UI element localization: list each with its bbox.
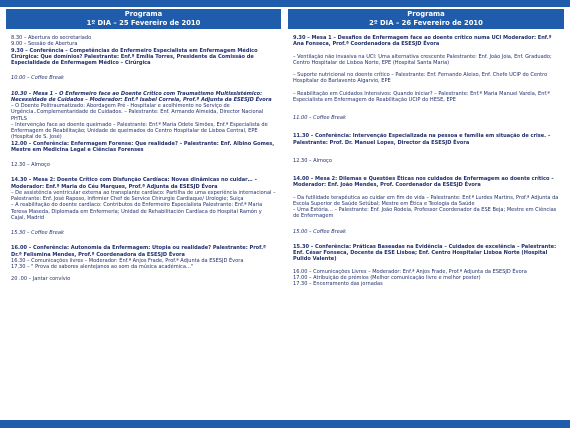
schedule-item: 11.00 – Coffee Break	[293, 115, 346, 122]
schedule-item: – Da futilidade terapêutica ao cuidar em fim de vida – Palestrante: Enf.ª Lurdes Martins, Prof.ª Adjunta da Escola Superior de Saúde Setúbal; Mestre em Ética e Teologia da Saúde	[293, 194, 559, 207]
schedule-item: 11.30 – Conferência: Intervenção Especializada na pessoa e família em situação de crise. – Palestrante: Prof. Dr. Manuel Lopes, Director da ESESJD Évora	[293, 133, 551, 146]
schedule-item: 17.30 – Encerramento das jornadas	[293, 281, 383, 288]
day-1-date: 1º DIA – 25 Fevereiro de 2010	[86, 18, 201, 27]
schedule-item: – Suporte nutricional no doente crítico – Palestrante: Enf. Fernando Aleixo, Enf. Chefe UCIP do Centro Hospitalar do Barlavento Algarvio, EPE	[293, 72, 548, 85]
schedule-item: 16.00 – Comunicações Livres – Moderador: Enf.ª Anjos Frade, Prof.ª Adjunta da ESESJD Évora	[293, 268, 527, 275]
schedule-item: 12.30 – Almoço	[293, 157, 332, 164]
schedule-item: – De assistência ventricular externa ao transplante cardíaco: Partilha de uma experiência internacional – Palestrante: Enf. José Raposo, Infirmier Chef de Service Chirurgie Cardiaque/ Urologie; Suiça	[11, 189, 276, 203]
schedule-item: – O Doente Politraumatizado: Abordagem Pré - Hospitalar e acolhimento no Serviço de Urgência..Complementaridade de Cuidados. – Palestrante: Enf. Armando Almeida, Director Nacional PHTLS	[11, 103, 264, 122]
day-1-schedule	[6, 29, 281, 283]
day-2-header	[288, 9, 564, 29]
day-1-column	[6, 9, 281, 283]
schedule-item: – Ventilação não invasiva na UCI: Uma alternativa crescente Palestrante: Enf. João Joia, Enf. Graduado; Centro Hospitalar de Lisboa Norte, EPE (Hospital Santa Maria)	[293, 53, 552, 66]
schedule-item: 15.30 – Coffee Break	[11, 230, 64, 237]
schedule-item: – Intervenção face ao doente queimado – Palestrante: Enf.ª Maria Odete Simões, Enf.ª Especialista de Enfermagem de Reabilitação; Unidade de queimados do Centro Hospitalar de Lisboa Central, EPE (Hospital de S. José)	[11, 121, 268, 141]
schedule-item: 12.00 – Conferência: Enfermagem Forense: Que realidade? – Palestrante: Enf. Albino Gomes, Mestre em Medicina Legal e Ciências Forenses	[11, 140, 275, 153]
schedule-item: 9.30 – Conferência – Competências do Enfermeiro Especialista em Enfermagem Médico Cirúrgica: Que domínios? Palestrante: Enf.ª Emília Torres, Presidente da Comissão de Especialidade de Enfermagem Médico – Cirúrgica	[11, 47, 258, 67]
schedule-item: 16.00 – Conferência: Autonomia da Enfermagem: Utopia ou realidade? Palestrante: Prof.ª Dr.ª Felismina Mendes, Prof.ª Coordenadora da ESESJD Évora	[11, 245, 266, 258]
schedule-item: 10.00 – Coffee Break	[11, 75, 64, 82]
day-2-date: 2º DIA – 26 Fevereiro de 2010	[369, 18, 483, 27]
schedule-item: – A reabilitação do doente cardíaco: Contributos do Enfermeiro Especialista Palestrante: Enf.ª Maria Teresa Maseda, Diplomada em Enfermeria; Unidad de Rehabilitación Cardíaca do Hospital Ramón y Cajal, Madrid	[11, 202, 263, 221]
day-2-column	[288, 9, 564, 287]
day-1-header	[6, 9, 281, 29]
schedule-item: – Reabilitação em Cuidados Intensivos: Quando iniciar? – Palestrante: Enf.ª Maria Manuel Varela, Enf.ª Especialista em Enfermagem de Reabilitação UCIP do HESE, EPE	[293, 90, 550, 103]
schedule-item: 15.30 – Conferência: Práticas Baseadas na Evidência – Cuidados de excelência – Palestrante: Enf. César Fonseca, Docente da ESE Lisboa; Enf. Centro Hospitalar Lisboa Norte (Hospital Pulido Valente)	[293, 243, 557, 263]
top-accent-bar	[0, 0, 570, 7]
schedule-item: 14.00 – Mesa 2: Dilemas e Questões Éticas nos cuidados de Enfermagem ao doente crítico – Moderador: Enf. João Mendes, Prof. Coordenador da ESESJD Évora	[293, 176, 554, 189]
schedule-item: 17.30 – " Prova de sabores alentejanos ao som da música académica…"	[11, 264, 194, 271]
day-2-program-title: Programa	[407, 10, 445, 18]
bottom-accent-bar	[0, 420, 570, 428]
day-1-program-title: Programa	[124, 10, 163, 18]
schedule-item: 16.30 – Comunicações livres – Moderador: Enf.ª Anjos Frade, Prof.ª Adjunta da ESESJD Évora	[11, 257, 244, 264]
schedule-item: 8.30 – Abertura do secretariado	[11, 35, 92, 42]
schedule-item: 20 .00 – Jantar convívio	[11, 276, 71, 283]
schedule-item: 15.00 – Coffee Break	[293, 228, 346, 235]
schedule-item: 10.30 – Mesa 1 – O Enfermeiro face ao Doente Crítico com Traumatismo Multissistémico: Necessidade de Cuidados – Moderador: Enf.ª Isabel Correia, Prof.ª Adjunta da ESESJD Évora	[11, 90, 272, 103]
schedule-item: 14.30 – Mesa 2: Doente Crítico com Disfunção Cardíaca: Novas dinâmicas no cuidar… – Moderador: Enf.ª Maria do Céu Marques, Prof.ª Adjunta da ESESJD Évora	[11, 177, 257, 190]
schedule-item: – Uma Estória… – Palestrante: Enf. João Rodeia, Professor Coordenador da ESE Beja; Mestre em Ciências de Enfermagem	[293, 207, 557, 220]
schedule-item: 9.00 – Sessão de Abertura	[11, 41, 78, 48]
day-2-schedule	[288, 29, 564, 287]
schedule-item: 9.30 – Mesa 1 – Desafios de Enfermagem face ao doente crítico numa UCI Moderador: Enf.ª Ana Fonseca, Prof.ª Coordenadora da ESESJD Évora	[293, 35, 552, 48]
schedule-item: 17.00 – Atribuição de prémios (Melhor comunicação livre e melhor poster)	[293, 274, 481, 281]
schedule-item: 12.30 – Almoço	[11, 162, 50, 169]
